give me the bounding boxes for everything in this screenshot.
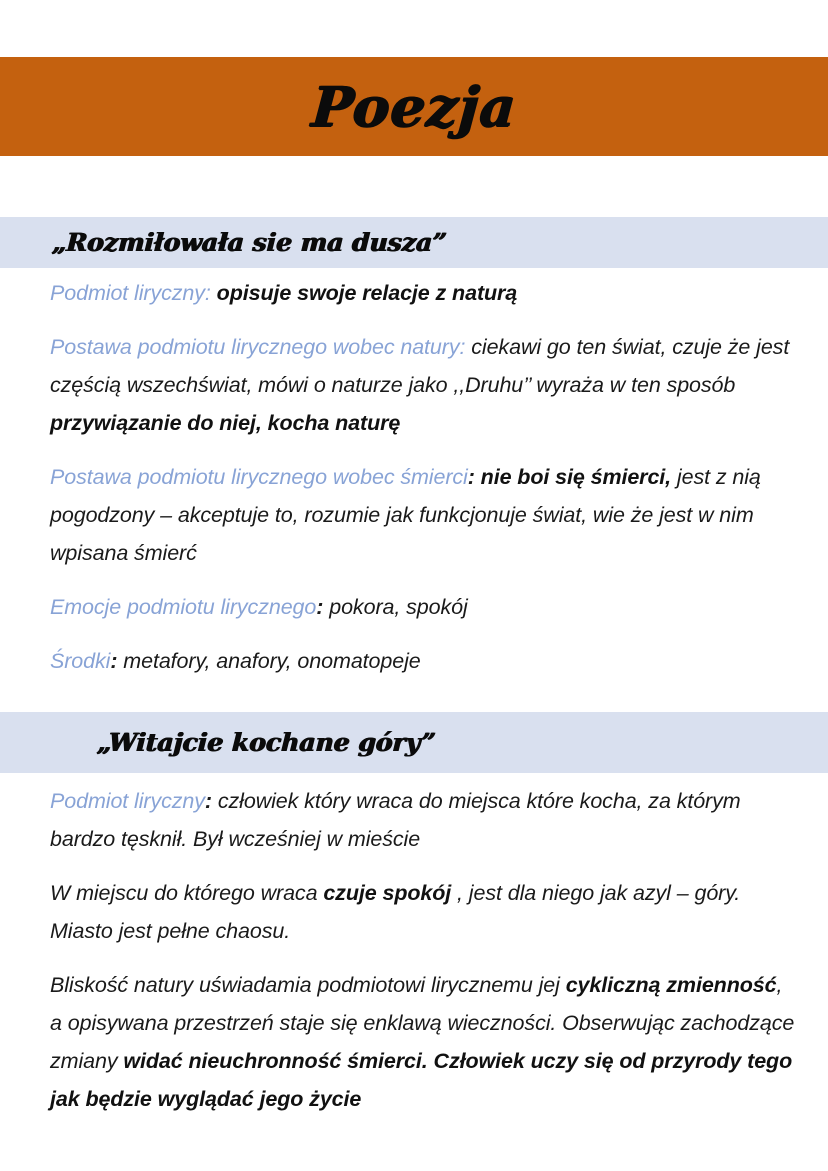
title-banner xyxy=(0,57,828,156)
section-body-1 xyxy=(50,274,798,680)
emphasis-text: czuje spokój xyxy=(323,881,452,905)
body-text: , jest dla niego jak azyl – góry. Miasto jest pełne chaosu. xyxy=(50,881,741,943)
body-text: pokora, spokój xyxy=(323,595,468,619)
page-title: Poezja xyxy=(309,74,519,139)
paragraph-label: Podmiot liryczny xyxy=(50,789,205,813)
section-heading-band-2 xyxy=(0,712,828,773)
emphasis-text: Człowiek uczy się od przyrody tego jak będzie wyglądać jego życie xyxy=(50,1049,793,1111)
paragraph-label: Emocje podmiotu lirycznego xyxy=(50,595,317,619)
section-title-2: „Witajcie kochane góry” xyxy=(96,728,437,757)
paragraph-label: Podmiot liryczny xyxy=(50,281,205,305)
body-text: Bliskość natury uświadamia podmiotowi lirycznemu jej xyxy=(50,973,566,997)
body-text: W miejscu do którego wraca xyxy=(50,881,324,905)
paragraph xyxy=(50,874,798,950)
paragraph-label-separator: : xyxy=(204,281,211,305)
paragraph-label: Postawa podmiotu lirycznego wobec natury xyxy=(50,335,460,359)
section-title-1: „Rozmiłowała sie ma dusza” xyxy=(51,228,448,257)
paragraph xyxy=(50,328,798,442)
paragraph xyxy=(50,782,798,858)
section-body-2 xyxy=(50,782,798,1118)
emphasis-text: widać nieuchronność śmierci. xyxy=(123,1049,428,1073)
paragraph-label-separator: : xyxy=(459,335,466,359)
paragraph-label-separator: : xyxy=(204,789,212,813)
emphasis-text: cykliczną zmienność xyxy=(565,973,777,997)
paragraph-label: Postawa podmiotu lirycznego wobec śmierci xyxy=(50,465,468,489)
body-text: ciekawi go ten świat, czuje że jest częścią wszechświat, mówi o naturze jako ,,Druhu’’ wyraża w ten sposób xyxy=(50,335,790,397)
paragraph-label-separator: : xyxy=(110,649,118,673)
paragraph-label-separator: : xyxy=(316,595,324,619)
emphasis-text: opisuje swoje relacje z naturą xyxy=(210,281,518,305)
paragraph xyxy=(50,588,798,626)
paragraph xyxy=(50,966,798,1118)
paragraph-label: Środki xyxy=(50,649,111,673)
section-heading-band-1 xyxy=(0,217,828,268)
body-text: metafory, anafory, onomatopeje xyxy=(117,649,421,673)
body-text: , a opisywana przestrzeń staje się enklawą wieczności. Obserwując zachodzące zmiany xyxy=(50,973,795,1073)
paragraph xyxy=(50,642,798,680)
paragraph xyxy=(50,274,798,312)
emphasis-text: przywiązanie do niej, kocha naturę xyxy=(50,411,401,435)
emphasis-text: nie boi się śmierci, xyxy=(474,465,672,489)
paragraph xyxy=(50,458,798,572)
body-text: człowiek który wraca do miejsca które kocha, za którym bardzo tęsknił. Był wcześniej w mieście xyxy=(50,789,741,851)
body-text: jest z nią pogodzony – akceptuje to, rozumie jak funkcjonuje świat, wie że jest w nim wpisana śmierć xyxy=(50,465,761,565)
paragraph-label-separator: : xyxy=(467,465,475,489)
